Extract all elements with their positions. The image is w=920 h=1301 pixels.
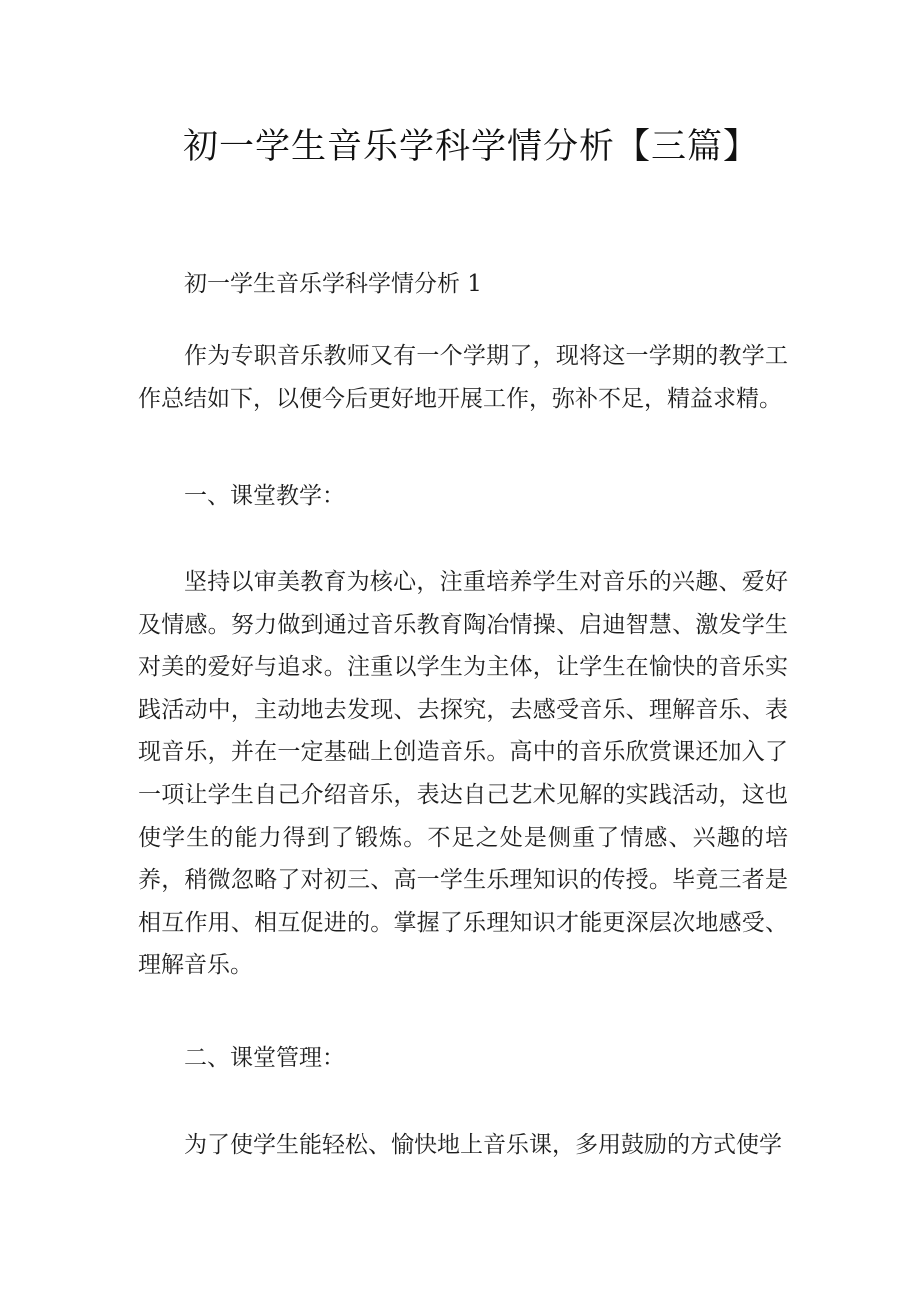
- paragraph-intro: 作为专职音乐教师又有一个学期了，现将这一学期的教学工作总结如下，以便今后更好地开展工作，弥补不足，精益求精。: [138, 343, 788, 412]
- document-title: 初一学生音乐学科学情分析【三篇】: [183, 127, 760, 167]
- heading-classroom-teaching: 一、课堂教学：: [184, 483, 345, 509]
- heading-classroom-management: 二、课堂管理：: [184, 1045, 345, 1071]
- section-subtitle: 初一学生音乐学科学情分析 1: [184, 271, 482, 297]
- paragraph-classroom-teaching: 坚持以审美教育为核心，注重培养学生对音乐的兴趣、爱好及情感。努力做到通过音乐教育陶冶情操、启迪智慧、激发学生对美的爱好与追求。注重以学生为主体，让学生在愉快的音乐实践活动中，主动地去发现、去探究，去感受音乐、理解音乐、表现音乐，并在一定基础上创造音乐。高中的音乐欣赏课还加入了一项让学生自己介绍音乐，表达自己艺术见解的实践活动，这也使学生的能力得到了锻炼。不足之处是侧重了情感、兴趣的培养，稍微忽略了对初三、高一学生乐理知识的传授。毕竟三者是相互作用、相互促进的。掌握了乐理知识才能更深层次地感受、理解音乐。: [138, 569, 788, 979]
- paragraph-classroom-management: 为了使学生能轻松、愉快地上音乐课，多用鼓励的方式使学: [184, 1132, 782, 1158]
